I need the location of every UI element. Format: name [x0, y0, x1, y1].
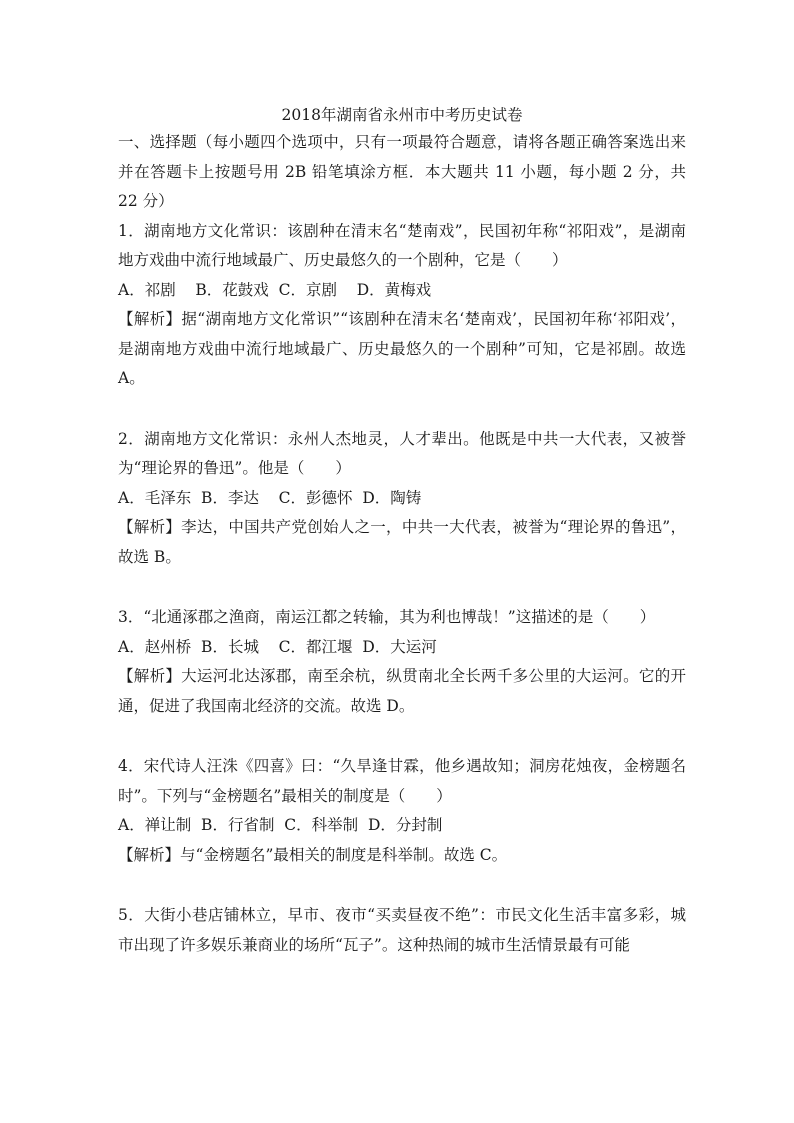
analysis-text: 李达，中国共产党创始人之一，中共一大代表，被誉为“理论界的鲁迅”，故选 B。 [118, 518, 686, 566]
spacer [118, 394, 686, 425]
question-1-stem: 1．湖南地方文化常识：该剧种在清末名“楚南戏”，民国初年称“祁阳戏”，是湖南地方戏曲中流行地域最广、历史最悠久的一个剧种，它是（ ） [118, 221, 686, 269]
question-3-stem: 3．“北通涿郡之渔商，南运江都之转输，其为利也博哉！”这描述的是（ ） [118, 608, 656, 626]
question-2-stem: 2．湖南地方文化常识：永州人杰地灵，人才辈出。他既是中共一大代表，又被誉为“理论界的鲁迅”。他是（ ） [118, 429, 686, 477]
spacer [118, 572, 686, 603]
analysis-label: 【解析】 [118, 310, 182, 328]
document-body [118, 102, 686, 960]
question-3-choices: A．赵州桥 B．长城 C．都江堰 D．大运河 [118, 637, 437, 656]
analysis-label: 【解析】 [118, 667, 182, 685]
question-1-analysis [118, 305, 686, 394]
question-3-analysis [118, 662, 686, 721]
question-1-choices: A．祁剧 B．花鼓戏 C．京剧 D．黄梅戏 [118, 280, 432, 299]
question-2-analysis [118, 513, 686, 572]
analysis-text: 据“湖南地方文化常识”“该剧种在清末名‘楚南戏’，民国初年称‘祁阳戏’，是湖南地方戏曲中流行地域最广、历史最悠久的一个剧种”可知，它是祁剧。故选 A。 [118, 310, 686, 387]
analysis-text: 大运河北达涿郡，南至余杭，纵贯南北全长两千多公里的大运河。它的开通，促进了我国南北经济的交流。故选 D。 [118, 667, 686, 715]
question-4-analysis [118, 841, 686, 871]
analysis-label: 【解析】 [118, 845, 181, 864]
question-4-stem: 4．宋代诗人汪洙《四喜》曰：“久旱逢甘霖，他乡遇故知；洞房花烛夜，金榜题名时”。下列与“金榜题名”最相关的制度是（ ） [118, 757, 686, 805]
spacer [118, 721, 686, 752]
document-title: 2018年湖南省永州市中考历史试卷 [281, 106, 523, 124]
spacer [118, 870, 686, 901]
question-4-choices: A．禅让制 B．行省制 C．科举制 D．分封制 [118, 816, 443, 834]
analysis-label: 【解析】 [118, 518, 182, 536]
question-5-stem: 5．大街小巷店铺林立，早市、夜市“买卖昼夜不绝”：市民文化生活丰富多彩，城市出现了许多娱乐兼商业的场所“瓦子”。这种热闹的城市生活情景最有可能 [118, 906, 686, 954]
question-2-choices: A．毛泽东 B．李达 C．彭德怀 D．陶铸 [118, 488, 422, 507]
analysis-text: 与“金榜题名”最相关的制度是科举制。故选 C。 [180, 845, 508, 864]
section-heading: 一、选择题（每小题四个选项中，只有一项最符合题意，请将各题正确答案选出来并在答题卡上按题号用 2B 铅笔填涂方框．本大题共 11 小题，每小题 2 分，共 22 分） [118, 133, 686, 210]
